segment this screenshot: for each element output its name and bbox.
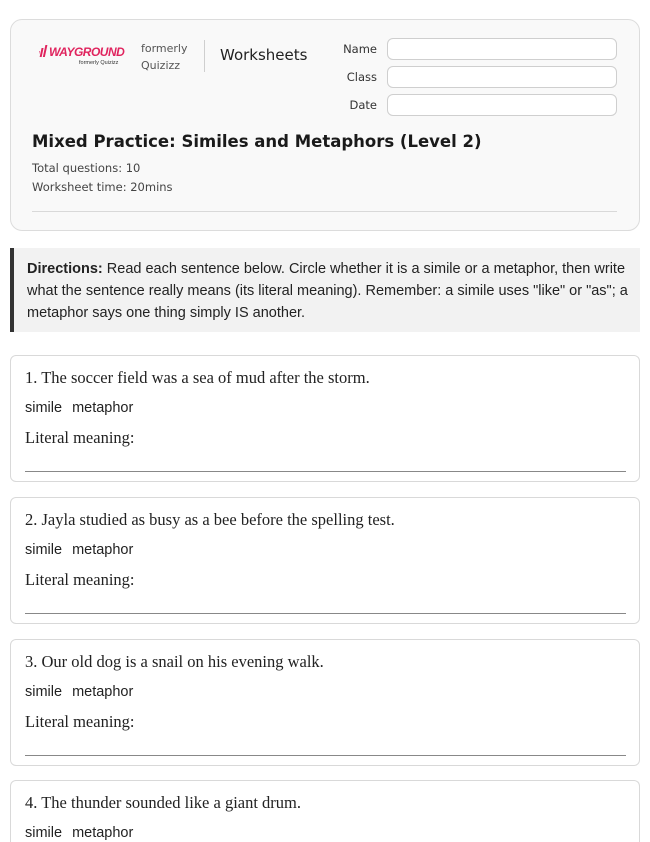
answer-line[interactable] <box>25 755 626 756</box>
directions-lead: Directions: <box>27 261 103 277</box>
wayground-logo-icon <box>39 45 49 59</box>
directions-box <box>10 248 640 332</box>
date-field[interactable] <box>387 94 617 116</box>
answer-options <box>25 400 143 416</box>
question-card <box>10 639 640 766</box>
option-simile[interactable]: simile <box>25 400 63 416</box>
formerly-quizizz-label: formerly Quizizz <box>141 42 188 72</box>
worksheets-label: Worksheets <box>220 46 308 64</box>
worksheet-time: Worksheet time: 20mins <box>32 180 173 194</box>
class-field[interactable] <box>387 66 617 88</box>
answer-options <box>25 684 143 700</box>
directions-text: Read each sentence below. Circle whether it is a simile or a metaphor, then write what the sentence really means (its literal meaning). Remember: a simile uses "like" or "as"; a metaphor says one thing simply IS another. <box>27 261 628 321</box>
question-card <box>10 497 640 624</box>
logo-wordmark: WAYGROUND <box>49 45 125 59</box>
logo-subtitle: formerly Quizizz <box>79 60 119 66</box>
question-text: 3. Our old dog is a snail on his evening walk. <box>25 652 324 671</box>
class-label: Class <box>346 70 377 84</box>
answer-line[interactable] <box>25 613 626 614</box>
header-bottom-divider <box>32 211 617 212</box>
question-card <box>10 355 640 482</box>
question-text: 4. The thunder sounded like a giant drum. <box>25 793 302 812</box>
total-questions: Total questions: 10 <box>32 161 141 175</box>
question-card <box>10 780 640 842</box>
option-metaphor[interactable]: metaphor <box>72 400 134 416</box>
literal-meaning-label: Literal meaning: <box>25 428 135 447</box>
worksheet-title: Mixed Practice: Similes and Metaphors (Level 2) <box>32 132 482 151</box>
option-metaphor[interactable]: metaphor <box>72 542 134 558</box>
name-label: Name <box>343 42 377 56</box>
answer-options <box>25 542 143 558</box>
name-field[interactable] <box>387 38 617 60</box>
literal-meaning-label: Literal meaning: <box>25 570 135 589</box>
question-text: 2. Jayla studied as busy as a bee before the spelling test. <box>25 510 395 529</box>
answer-line[interactable] <box>25 471 626 472</box>
header-divider <box>204 40 205 72</box>
option-metaphor[interactable]: metaphor <box>72 684 134 700</box>
literal-meaning-label: Literal meaning: <box>25 712 135 731</box>
option-simile[interactable]: simile <box>25 825 63 841</box>
answer-options <box>25 825 143 841</box>
question-text: 1. The soccer field was a sea of mud after the storm. <box>25 368 370 387</box>
wayground-logo <box>39 45 127 73</box>
worksheet-header <box>10 19 640 231</box>
option-simile[interactable]: simile <box>25 542 63 558</box>
date-label: Date <box>349 98 377 112</box>
option-simile[interactable]: simile <box>25 684 63 700</box>
option-metaphor[interactable]: metaphor <box>72 825 134 841</box>
